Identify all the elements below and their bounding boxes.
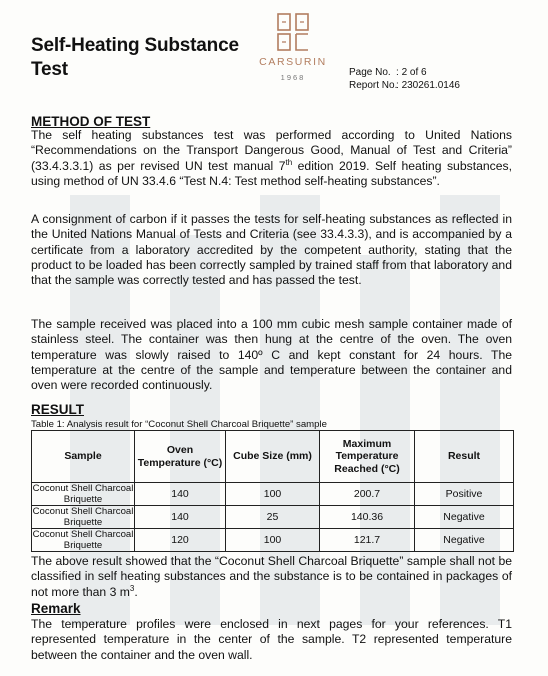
remark-heading: Remark <box>31 601 81 616</box>
method-paragraph-3: The sample received was placed into a 100 mm cubic mesh sample container made of stainless steel. The container was then hung at the centre of the oven. The oven temperature was slowly raised to 140º C and kept constant for 24 hours. The temperature at the centre of the sample and temperature between the container and oven were recorded continuously. <box>31 317 512 393</box>
cell-oven-temperature: 120 <box>135 529 226 552</box>
superscript: 3 <box>129 583 135 593</box>
results-table <box>31 430 514 552</box>
cell-result: Positive <box>415 483 514 506</box>
cell-sample: Coconut Shell Charcoal Briquette <box>32 506 134 528</box>
cell-max-temperature: 200.7 <box>320 483 415 506</box>
conclusion-text-b: . <box>134 584 138 599</box>
meta-colon: : <box>396 80 402 91</box>
cell-result: Negative <box>415 529 514 552</box>
method-p1-text-b: edition 2019. Self heating substances, using method of UN 33.4.6 “Test N.4: Test method self-heating substances”. <box>31 158 512 188</box>
cell-max-temperature: 140.36 <box>320 506 415 529</box>
company-logo <box>255 12 331 82</box>
cell-result: Negative <box>415 506 514 529</box>
meta-colon: : <box>396 67 402 78</box>
table-row <box>32 483 514 506</box>
cell-cube-size: 100 <box>226 483 320 506</box>
cell-sample: Coconut Shell Charcoal Briquette <box>32 529 134 551</box>
logo-year: 1968 <box>280 73 306 82</box>
table-caption: Table 1: Analysis result for “Coconut Shell Charcoal Briquette” sample <box>31 419 327 430</box>
conclusion-text-a: The above result showed that the “Coconut Shell Charcoal Briquette” sample shall not be classified in self heating substances and the substance is to be contained in packages of not more than 3 m <box>31 554 512 599</box>
page-title: Self-Heating Substance Test <box>31 35 239 80</box>
carsurin-logo-icon <box>276 12 310 52</box>
cell-max-temperature: 121.7 <box>320 529 415 552</box>
page-number-label: Page No. <box>349 67 391 78</box>
table-row <box>32 529 514 552</box>
result-conclusion <box>31 554 512 600</box>
superscript: th <box>285 157 293 167</box>
cell-cube-size: 25 <box>226 506 320 529</box>
method-paragraph-2: A consignment of carbon if it passes the tests for self-heating substances as reflected in the United Nations Manual of Tests and Criteria (see 33.4.3.3), and is accompanied by a certificate from a laboratory accredited by the competent authority, stating that the product to be loaded has been correctly sampled by trained staff from that laboratory and that the sample was correctly tested and has passed the test. <box>31 212 512 288</box>
page-number: 2 of 6 <box>401 67 427 78</box>
remark-paragraph: The temperature profiles were enclosed in next pages for your references. T1 represented temperature in the center of the sample. T2 represented temperature between the container and the oven wall. <box>31 617 512 662</box>
column-header-cube-size: Cube Size (mm) <box>226 431 320 483</box>
method-paragraph-1 <box>31 128 512 189</box>
method-p1-text-a: The self heating substances test was performed according to United Nations “Recommendations on the Transport Dangerous Good, Manual of Test and Criteria” (33.4.3.3.1) as per revised UN test manual 7 <box>31 128 512 173</box>
page-meta <box>349 66 460 92</box>
table-header-row <box>32 431 514 483</box>
table-row <box>32 506 514 529</box>
report-number: 230261.0146 <box>401 80 460 91</box>
report-number-label: Report No. <box>349 80 398 91</box>
result-heading: RESULT <box>31 402 84 417</box>
column-header-oven-temperature: Oven Temperature (°C) <box>135 431 226 483</box>
column-header-sample: Sample <box>32 431 135 483</box>
cell-sample: Coconut Shell Charcoal Briquette <box>32 483 134 505</box>
column-header-result: Result <box>415 431 514 483</box>
cell-oven-temperature: 140 <box>135 483 226 506</box>
cell-oven-temperature: 140 <box>135 506 226 529</box>
logo-name: CARSURIN <box>259 56 327 68</box>
method-heading: METHOD OF TEST <box>31 114 151 129</box>
report-number-row <box>349 79 460 92</box>
cell-cube-size: 100 <box>226 529 320 552</box>
column-header-max-temperature: Maximum Temperature Reached (°C) <box>320 431 415 483</box>
page-number-row <box>349 66 460 79</box>
